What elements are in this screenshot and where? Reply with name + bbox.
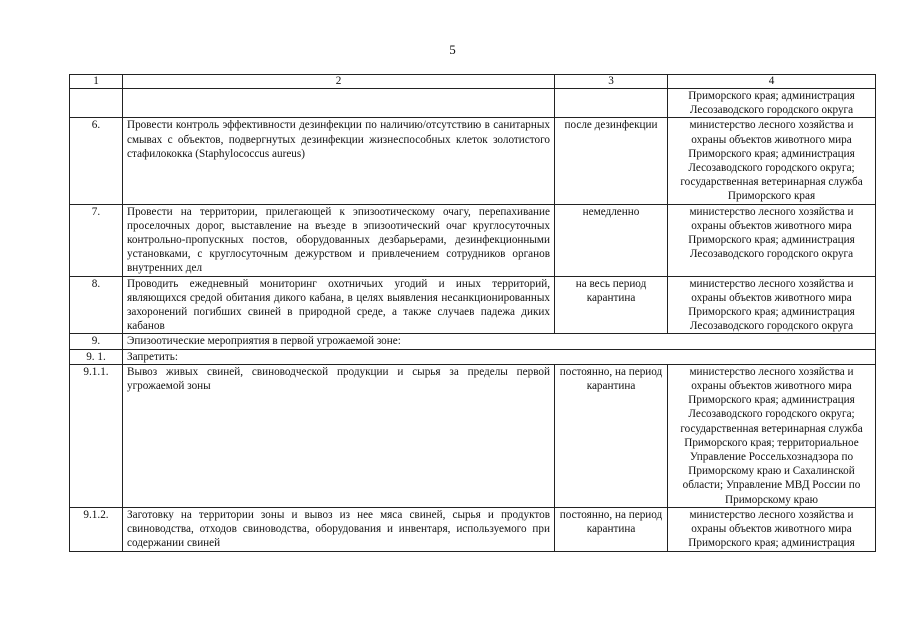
table-row	[70, 276, 876, 334]
row-measure: Провести контроль эффективности дезинфекции по наличию/отсутствию в санитарных смывах с объектов, подвергнутых дезинфекции жизнеспособных клеток золотистого стафилококка (Staphylococcus aureus)	[123, 118, 555, 204]
row-term: немедленно	[555, 204, 668, 276]
row-responsible: министерство лесного хозяйства и охраны объектов животного мира Приморского края; администрация Лесозаводского городского округа; государственная ветеринарная служба Приморского края	[668, 118, 876, 204]
table-row	[70, 204, 876, 276]
column-header-number: 1	[70, 75, 123, 89]
row-number: 7.	[70, 204, 123, 276]
section-row	[70, 349, 876, 364]
table-row	[70, 507, 876, 551]
row-responsible: министерство лесного хозяйства и охраны объектов животного мира Приморского края; администрация Лесозаводского городского округа; государственная ветеринарная служба Приморского края; территориальное Управление Россельхознадзора по Приморскому краю и Сахалинской области; Управление МВД России по Приморскому краю	[668, 364, 876, 507]
row-responsible: министерство лесного хозяйства и охраны объектов животного мира Приморского края; администрация Лесозаводского городского округа	[668, 276, 876, 334]
row-number: 9.	[70, 334, 123, 349]
row-term: постоянно, на период карантина	[555, 364, 668, 507]
column-header-measure: 2	[123, 75, 555, 89]
row-number: 8.	[70, 276, 123, 334]
row-term: постоянно, на период карантина	[555, 507, 668, 551]
row-measure	[123, 89, 555, 118]
row-number: 9.1.2.	[70, 507, 123, 551]
measures-table	[69, 74, 876, 552]
row-measure: Проводить ежедневный мониторинг охотничьих угодий и иных территорий, являющихся средой обитания дикого кабана, в целях выявления несанкционированных захоронений погибших свиней в природной среде, а также случаев падежа диких кабанов	[123, 276, 555, 334]
section-title: Запретить:	[123, 349, 876, 364]
table-header-row	[70, 75, 876, 89]
row-number: 9. 1.	[70, 349, 123, 364]
row-responsible: Приморского края; администрация Лесозаводского городского округа	[668, 89, 876, 118]
row-responsible: министерство лесного хозяйства и охраны объектов животного мира Приморского края; администрация	[668, 507, 876, 551]
row-number	[70, 89, 123, 118]
section-title: Эпизоотические мероприятия в первой угрожаемой зоне:	[123, 334, 876, 349]
row-term: после дезинфекции	[555, 118, 668, 204]
column-header-term: 3	[555, 75, 668, 89]
row-measure: Заготовку на территории зоны и вывоз из нее мяса свиней, сырья и продуктов свиноводства, отходов свиноводства, оборудования и инвентаря, используемого при содержании свиней	[123, 507, 555, 551]
table-row	[70, 364, 876, 507]
row-number: 9.1.1.	[70, 364, 123, 507]
row-measure: Вывоз живых свиней, свиноводческой продукции и сырья за пределы первой угрожаемой зоны	[123, 364, 555, 507]
table-row	[70, 89, 876, 118]
row-responsible: министерство лесного хозяйства и охраны объектов животного мира Приморского края; администрация Лесозаводского городского округа	[668, 204, 876, 276]
row-measure: Провести на территории, прилегающей к эпизоотическому очагу, перепахивание проселочных дорог, выставление на въезде в эпизоотический очаг круглосуточных контрольно-пропускных постов, оборудованных дезбарьерами, дезинфекционными установками, с круглосуточным дежурством и привлечением сотрудников органов внутренних дел	[123, 204, 555, 276]
table-row	[70, 118, 876, 204]
row-number: 6.	[70, 118, 123, 204]
page-number: 5	[449, 42, 456, 57]
row-term	[555, 89, 668, 118]
column-header-responsible: 4	[668, 75, 876, 89]
section-row	[70, 334, 876, 349]
row-term: на весь период карантина	[555, 276, 668, 334]
